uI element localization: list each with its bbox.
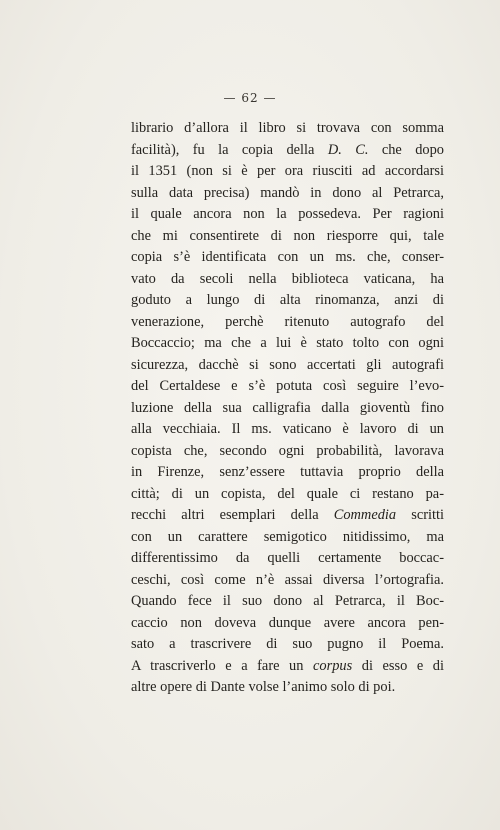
- body-text: [131, 118, 444, 699]
- text-span: copista che, secondo ogni probabilità, lavorava: [131, 442, 444, 459]
- text-span: scritti: [396, 507, 444, 523]
- text-line: [131, 290, 444, 312]
- text-line: [131, 204, 444, 226]
- text-line: [131, 355, 444, 377]
- text-span: goduto a lungo di alta rinomanza, anzi di: [131, 292, 444, 308]
- text-line: [131, 441, 444, 463]
- text-span: in Firenze, senz’essere tuttavia proprio della: [131, 464, 444, 480]
- page-number: — 62 —: [223, 91, 277, 105]
- text-line: [131, 677, 444, 699]
- text-span: del Certaldese e s’è potuta così seguire l’evo-: [131, 378, 444, 394]
- text-line: [131, 140, 444, 162]
- text-line: [131, 634, 444, 656]
- text-line: [131, 161, 444, 183]
- italic-title: corpus: [313, 657, 353, 674]
- text-span: caccio non doveva dunque avere ancora pen-: [131, 614, 444, 631]
- text-span: altre opere di Dante volse l’animo solo di poi.: [131, 679, 396, 695]
- text-line: [131, 462, 444, 484]
- text-span: differentissimo da quelli certamente boccac-: [131, 550, 444, 566]
- text-span: che mi consentirete di non riesporre qui, tale: [131, 227, 444, 244]
- text-line: [131, 226, 444, 248]
- text-span: librario d’allora il libro si trovava con somma: [131, 120, 444, 136]
- text-line: [131, 484, 444, 506]
- text-span: venerazione, perchè ritenuto autografo del: [131, 313, 444, 330]
- text-line: [131, 183, 444, 205]
- text-span: Boccaccio; ma che a lui è stato tolto con ogni: [131, 335, 444, 351]
- text-line: [131, 398, 444, 420]
- text-span: copia s’è identificata con un ms. che, conser-: [131, 249, 444, 265]
- text-span: alla vecchiaia. Il ms. vaticano è lavoro di un: [131, 421, 444, 437]
- text-span: che dopo: [368, 141, 444, 158]
- text-span: di esso e di: [352, 657, 445, 674]
- text-span: Quando fece il suo dono al Petrarca, il Boc-: [131, 593, 444, 609]
- text-line: [131, 269, 444, 291]
- text-line: [131, 570, 444, 592]
- text-line: [131, 527, 444, 549]
- italic-title: Commedia: [333, 507, 397, 523]
- text-line: [131, 591, 444, 613]
- text-span: il 1351 (non si è per ora riusciti ad accordarsi: [131, 163, 444, 179]
- text-span: con un carattere semigotico nitidissimo, ma: [131, 528, 444, 545]
- text-line: [131, 312, 444, 334]
- text-line: [131, 505, 444, 527]
- text-span: vato da secoli nella biblioteca vaticana, ha: [131, 270, 444, 287]
- italic-title: D. C.: [327, 141, 369, 158]
- text-line: [131, 247, 444, 269]
- text-span: luzione della sua calligrafia dalla gioventù fino: [131, 399, 444, 416]
- text-line: [131, 548, 444, 570]
- text-span: sicurezza, dacchè si sono accertati gli autografi: [131, 356, 444, 373]
- text-span: recchi altri esemplari della: [131, 507, 334, 523]
- text-line: [131, 118, 444, 140]
- text-line: [131, 333, 444, 355]
- text-line: [131, 656, 444, 678]
- text-span: facilità), fu la copia della: [131, 141, 328, 158]
- text-span: A trascriverlo e a fare un: [131, 657, 314, 674]
- text-span: città; di un copista, del quale ci restano pa-: [131, 485, 444, 502]
- text-span: il quale ancora non la possedeva. Per ragioni: [131, 206, 444, 222]
- text-span: ceschi, così come n’è assai diversa l’ortografia.: [131, 571, 444, 588]
- text-line: [131, 376, 444, 398]
- text-line: [131, 419, 444, 441]
- text-span: sato a trascrivere di suo pugno il Poema.: [131, 636, 444, 652]
- text-span: sulla data precisa) mandò in dono al Petrarca,: [131, 184, 444, 201]
- text-line: [131, 613, 444, 635]
